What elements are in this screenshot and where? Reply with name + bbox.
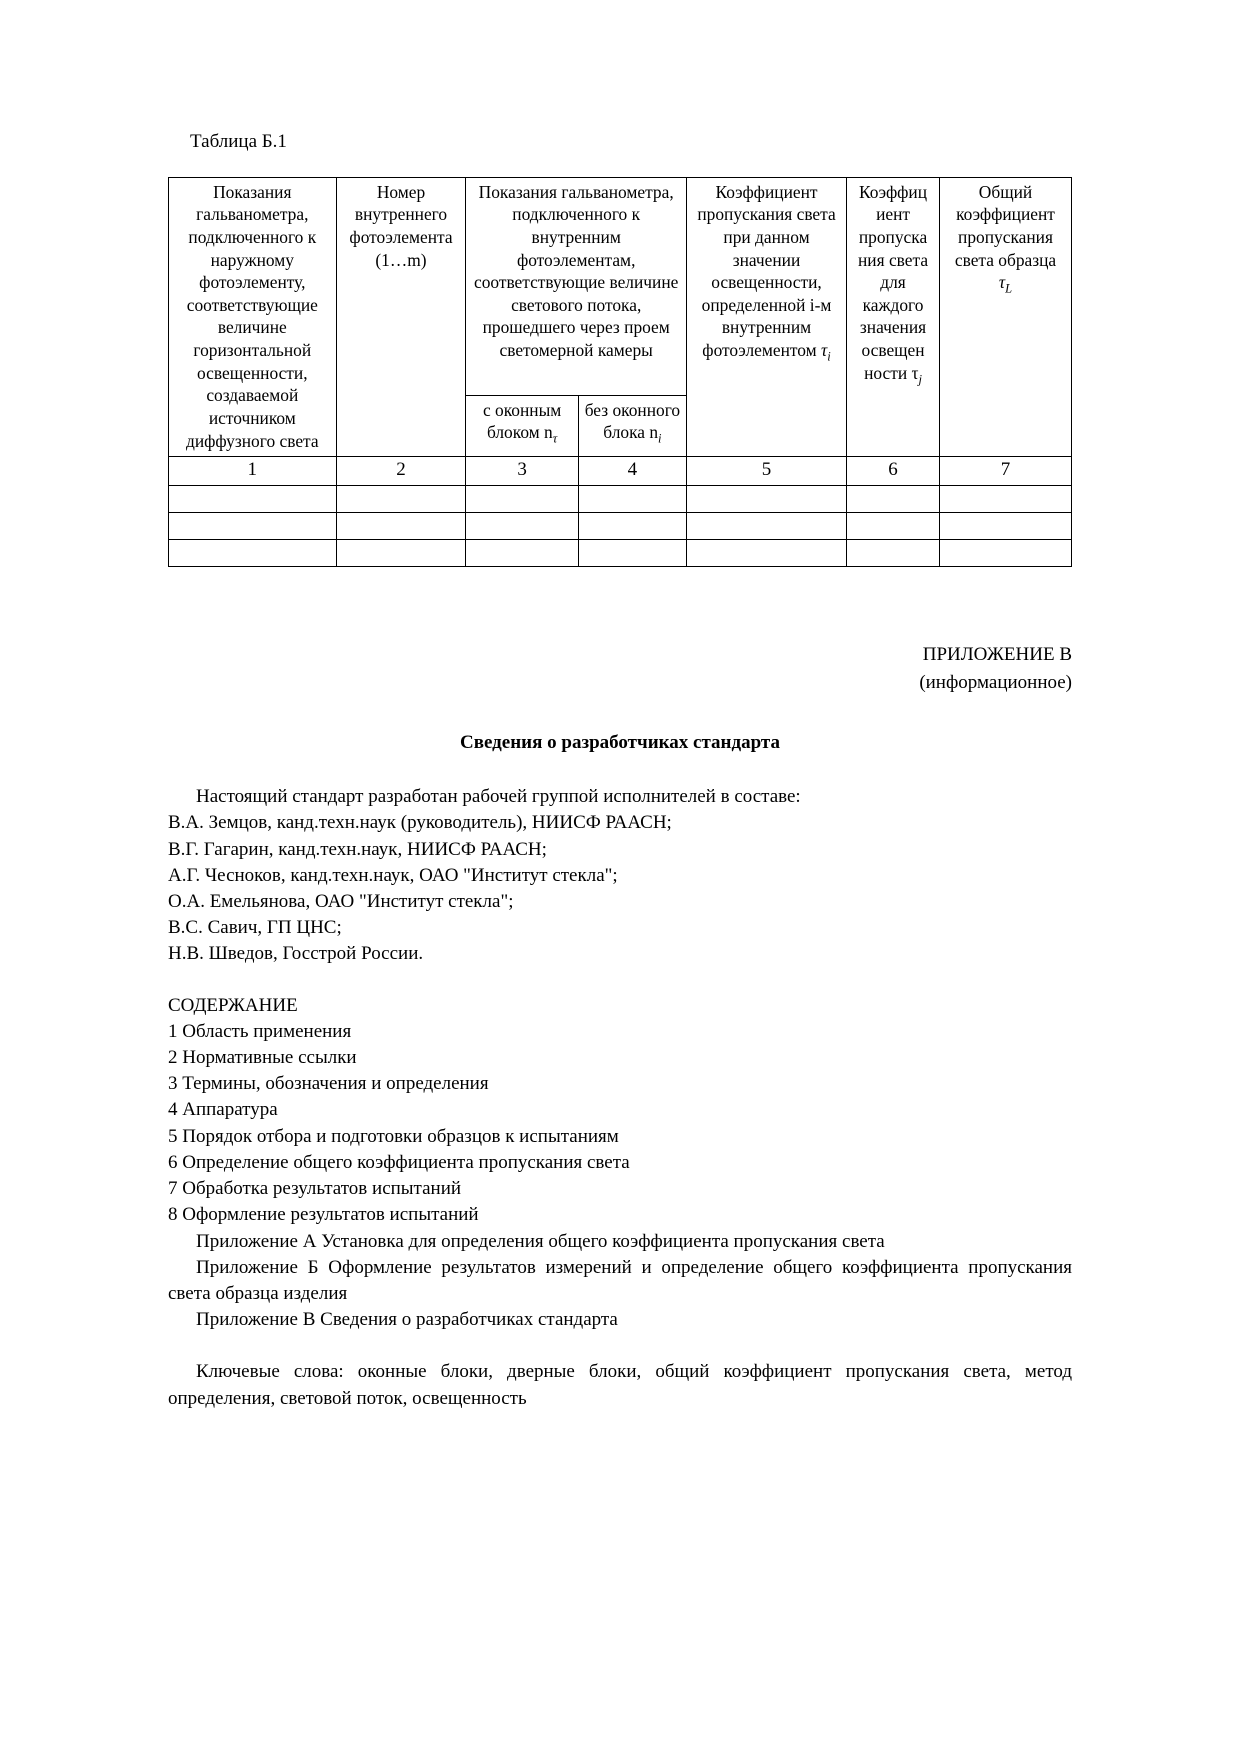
table-cell xyxy=(847,512,940,539)
table-header-row-main xyxy=(169,177,1072,395)
table-caption: Таблица Б.1 xyxy=(190,131,287,152)
table-cell xyxy=(686,485,846,512)
table-header-col-2-text: Номер внутреннего фотоэлемента xyxy=(349,181,453,247)
table-header-col-4-sub: i xyxy=(658,431,662,446)
table-header-col-1-text: Показания гальванометра, подключенного к наружному фотоэлементу, соответствующие величине горизонтальной освещенности, создаваемой источником диффузного света xyxy=(186,181,319,451)
table-header-col-7-text: Общий коэффициент пропускания света образца xyxy=(954,181,1057,270)
table-cell xyxy=(940,512,1072,539)
column-number-7: 7 xyxy=(940,457,1072,486)
table-cell xyxy=(336,512,466,539)
table-header-col-2 xyxy=(336,177,466,457)
table-header-col-7-symbol: τ xyxy=(998,272,1006,293)
toc-item: 3 Термины, обозначения и определения xyxy=(168,1073,489,1095)
toc-appendix-item: Приложение В Сведения о разработчиках стандарта xyxy=(196,1309,618,1331)
table-cell xyxy=(169,485,337,512)
developers-intro: Настоящий стандарт разработан рабочей группой исполнителей в составе: xyxy=(196,786,801,808)
appendix-subtitle: (информационное) xyxy=(919,671,1072,693)
column-number-3: 3 xyxy=(466,457,578,486)
table-column-numbers-row xyxy=(169,457,1072,486)
toc-item: 5 Порядок отбора и подготовки образцов к испытаниям xyxy=(168,1125,619,1147)
column-number-5: 5 xyxy=(686,457,846,486)
table-cell xyxy=(578,539,686,566)
appendix-header xyxy=(168,641,1072,696)
table-header-col-2-range: (1…m) xyxy=(375,249,427,270)
developer-item: Н.В. Шведов, Госстрой России. xyxy=(168,943,424,965)
toc-item: 8 Оформление результатов испытаний xyxy=(168,1204,479,1226)
table-header-col-1 xyxy=(169,177,337,457)
table-cell xyxy=(686,539,846,566)
table-row xyxy=(169,512,1072,539)
table-header-group-34-text: Показания гальванометра, подключенного к внутренним фотоэлементам, соответствующие величине светового потока, прошедшего через проем светомерной камеры xyxy=(473,181,679,361)
column-number-1: 1 xyxy=(169,457,337,486)
developer-item: В.Г. Гагарин, канд.техн.наук, НИИСФ РААСН; xyxy=(168,838,547,860)
table-header-col-6-text: Коэффиц иент пропуска ния света для каждого значения освещен ности τ xyxy=(858,181,929,383)
keywords-paragraph: Ключевые слова: оконные блоки, дверные блоки, общий коэффициент пропускания света, метод определения, световой поток, освещенность xyxy=(168,1361,1072,1409)
table-header-col-7-symbol-sub: L xyxy=(1005,281,1013,296)
table-cell xyxy=(466,512,578,539)
table-cell xyxy=(686,512,846,539)
section-title: Сведения о разработчиках стандарта xyxy=(460,732,780,754)
table-header-col-3-text: с оконным блоком n xyxy=(482,399,562,443)
page-content xyxy=(168,130,1072,1412)
toc-item: 6 Определение общего коэффициента пропускания света xyxy=(168,1151,630,1173)
spacer xyxy=(168,968,1072,993)
table-header-col-5 xyxy=(686,177,846,457)
table-header-col-4 xyxy=(578,395,686,456)
table-header-col-5-symbol: $\tau_i$ xyxy=(821,340,831,364)
toc-item: 4 Аппаратура xyxy=(168,1099,278,1121)
developer-item: О.А. Емельянова, ОАО "Институт стекла"; xyxy=(168,890,514,912)
table-header-col-6-sub: j xyxy=(918,372,922,387)
toc-item: 7 Обработка результатов испытаний xyxy=(168,1178,462,1200)
table-header-col-5-text: Коэффициент пропускания света при данном значении освещенности, определенной i-м внутренним фотоэлементом xyxy=(697,181,836,361)
developers-block xyxy=(168,784,1072,1333)
table-cell xyxy=(847,539,940,566)
table-of-contents xyxy=(168,993,1072,1334)
column-number-2: 2 xyxy=(336,457,466,486)
developer-item: В.А. Земцов, канд.техн.наук (руководитель), НИИСФ РААСН; xyxy=(168,812,672,834)
column-number-6: 6 xyxy=(847,457,940,486)
table-cell xyxy=(940,485,1072,512)
developer-item: В.С. Савич, ГП ЦНС; xyxy=(168,917,342,939)
table-header-col-3 xyxy=(466,395,578,456)
table-cell xyxy=(466,485,578,512)
table-header-col-6 xyxy=(847,177,940,457)
table-cell xyxy=(940,539,1072,566)
toc-appendix-item: Приложение Б Оформление результатов измерений и определение общего коэффициента пропускания света образца изделия xyxy=(168,1256,1072,1305)
table-cell xyxy=(578,512,686,539)
developer-item: А.Г. Чесноков, канд.техн.наук, ОАО "Институт стекла"; xyxy=(168,864,618,886)
table-cell xyxy=(336,485,466,512)
table-header-col-7 xyxy=(940,177,1072,457)
table-cell xyxy=(466,539,578,566)
table-header-group-34 xyxy=(466,177,687,395)
column-number-4: 4 xyxy=(578,457,686,486)
table-header-col-3-sub: τ xyxy=(552,431,558,446)
table-cell xyxy=(336,539,466,566)
table-cell xyxy=(169,539,337,566)
toc-appendix-item: Приложение А Установка для определения общего коэффициента пропускания света xyxy=(196,1230,885,1252)
table-row xyxy=(169,485,1072,512)
toc-item: 1 Область применения xyxy=(168,1020,352,1042)
table-header-col-4-text: без оконного блока n xyxy=(584,399,681,443)
table-cell xyxy=(169,512,337,539)
appendix-title: ПРИЛОЖЕНИЕ В xyxy=(922,643,1072,665)
table-cell xyxy=(578,485,686,512)
table-b1 xyxy=(168,177,1072,567)
toc-item: 2 Нормативные ссылки xyxy=(168,1047,357,1069)
toc-title: СОДЕРЖАНИЕ xyxy=(168,994,298,1016)
table-row xyxy=(169,539,1072,566)
table-cell xyxy=(847,485,940,512)
